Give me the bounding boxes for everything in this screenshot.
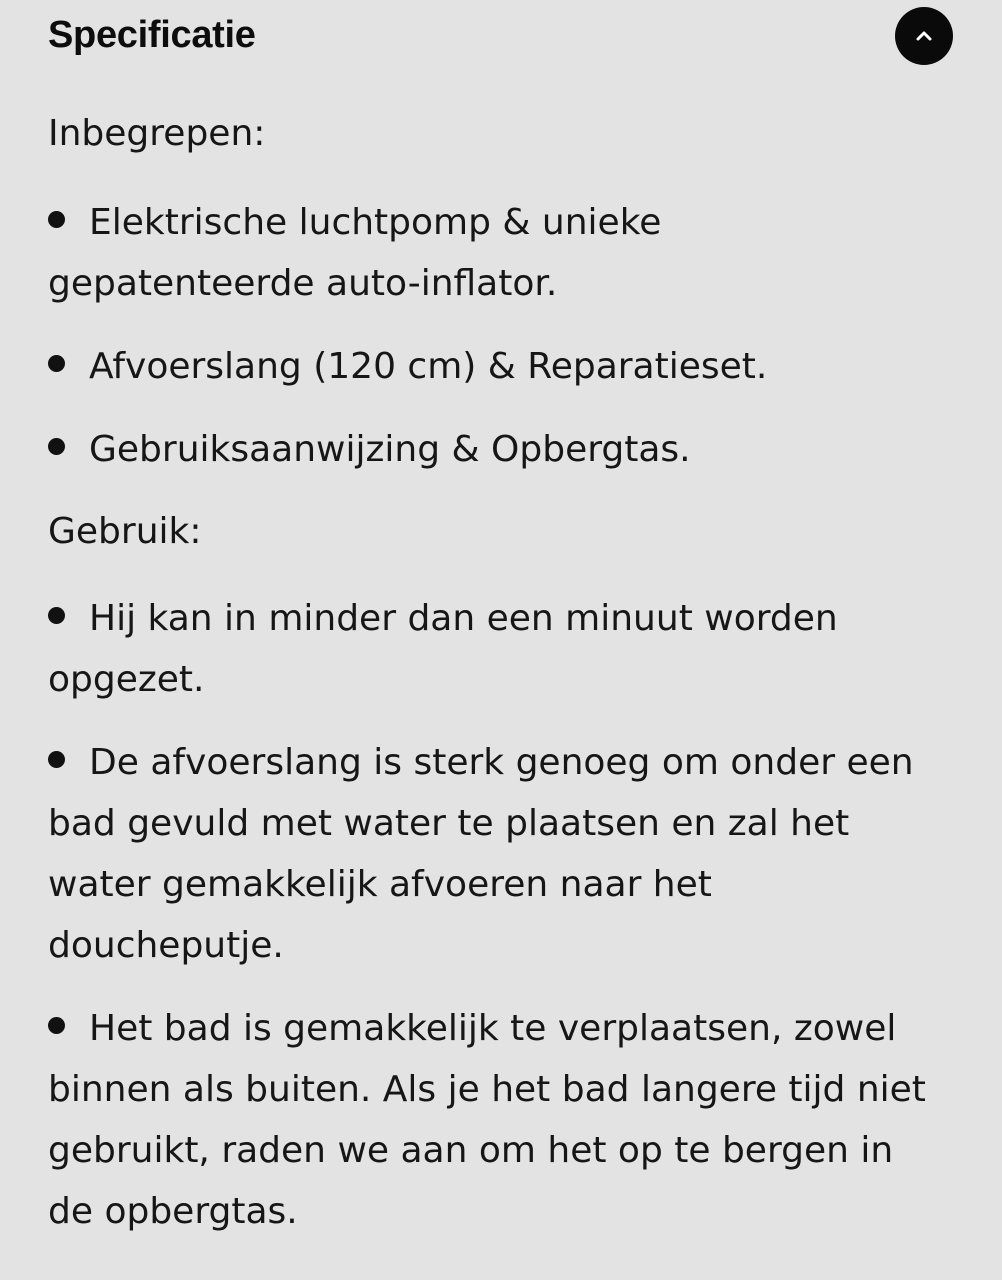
section-title: Specificatie bbox=[48, 14, 256, 56]
bullet-icon bbox=[48, 438, 65, 455]
bullet-icon bbox=[48, 607, 65, 624]
chevron-up-icon bbox=[914, 29, 934, 43]
usage-label: Gebruik: bbox=[48, 511, 202, 552]
bullet-icon bbox=[48, 355, 65, 372]
list-item-text: Elektrische luchtpomp & unieke gepatenteerde auto-inflator. bbox=[48, 202, 662, 304]
accordion-content bbox=[48, 100, 928, 1242]
list-item-text: Gebruiksaanwijzing & Opbergtas. bbox=[89, 429, 691, 470]
list-item bbox=[48, 998, 928, 1242]
included-label: Inbegrepen: bbox=[48, 113, 266, 154]
list-item bbox=[48, 336, 928, 397]
bullet-icon bbox=[48, 751, 65, 768]
list-item bbox=[48, 588, 928, 710]
list-item bbox=[48, 192, 928, 314]
collapse-toggle-button[interactable] bbox=[895, 7, 953, 65]
usage-list bbox=[48, 588, 928, 1242]
accordion-header[interactable] bbox=[0, 0, 1002, 74]
bullet-icon bbox=[48, 211, 65, 228]
list-item-text: Afvoerslang (120 cm) & Reparatieset. bbox=[89, 346, 768, 387]
included-list bbox=[48, 192, 928, 480]
bullet-icon bbox=[48, 1017, 65, 1034]
list-item-text: Het bad is gemakkelijk te verplaatsen, zowel binnen als buiten. Als je het bad langere tijd niet gebruikt, raden we aan om het op te bergen in de opbergtas. bbox=[48, 1008, 926, 1232]
list-item bbox=[48, 419, 928, 480]
list-item bbox=[48, 732, 928, 976]
list-item-text: Hij kan in minder dan een minuut worden opgezet. bbox=[48, 598, 838, 700]
list-item-text: De afvoerslang is sterk genoeg om onder een bad gevuld met water te plaatsen en zal het water gemakkelijk afvoeren naar het doucheputje. bbox=[48, 742, 914, 966]
